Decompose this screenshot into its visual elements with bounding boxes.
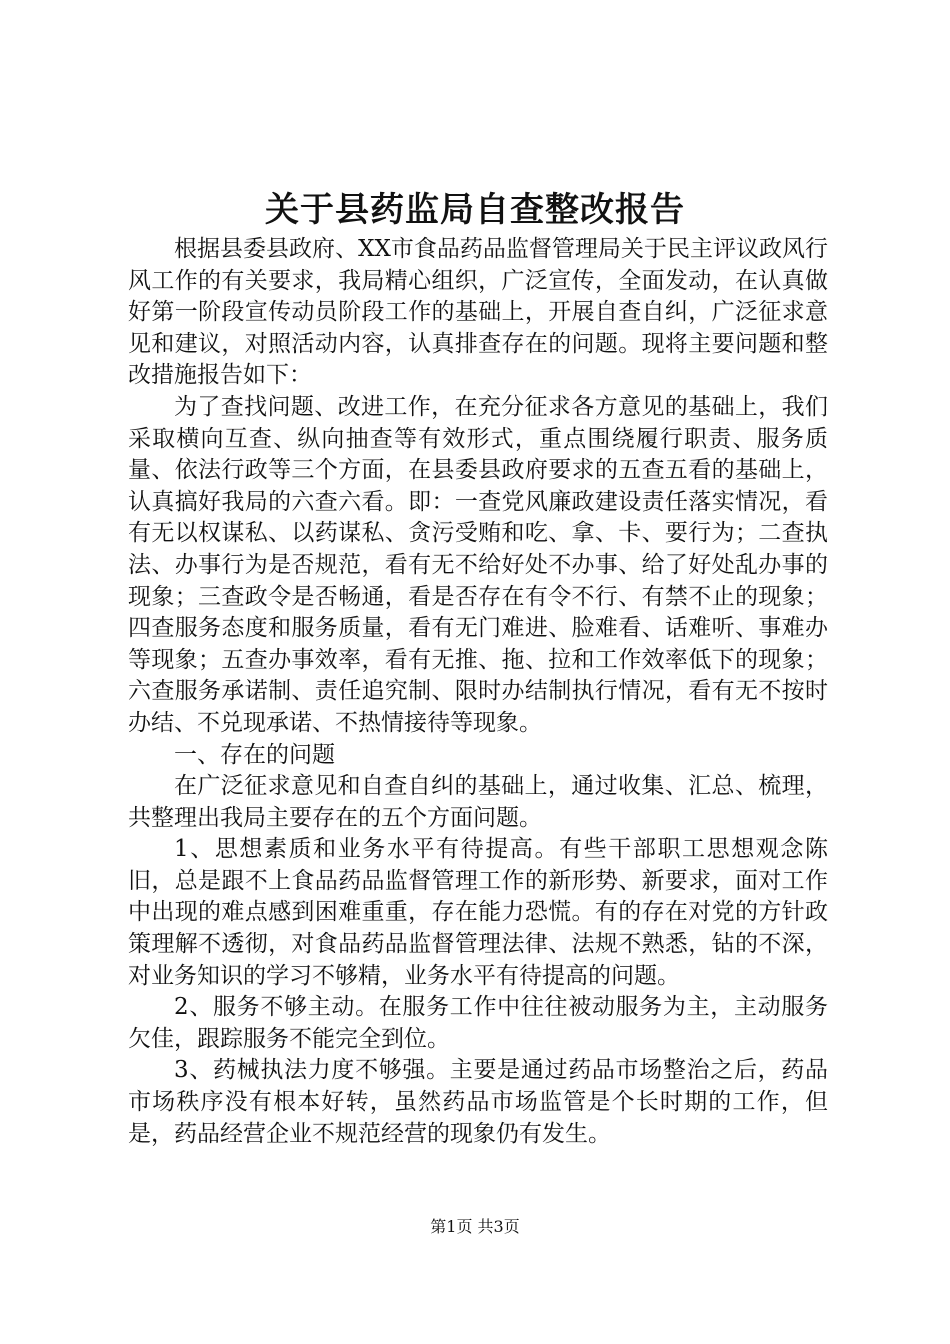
paragraph-summary: 在广泛征求意见和自查自纠的基础上，通过收集、汇总、梳理，共整理出我局主要存在的五个方面问题。 <box>128 773 828 831</box>
paragraph-methods: 为了查找问题、改进工作，在充分征求各方意见的基础上，我们采取横向互查、纵向抽查等有效形式，重点围绕履行职责、服务质量、依法行政等三个方面，在县委县政府要求的五查五看的基础上，认真搞好我局的六查六看。即：一查党风廉政建设责任落实情况，看有无以权谋私、以药谋私、贪污受贿和吃、拿、卡、要行为；二查执法、办事行为是否规范，看有无不给好处不办事、给了好处乱办事的现象；三查政令是否畅通，看是否存在有令不行、有禁不止的现象；四查服务态度和服务质量，看有无门难进、脸难看、话难听、事难办等现象；五查办事效率，看有无推、拖、拉和工作效率低下的现象；六查服务承诺制、责任追究制、限时办结制执行情况，看有无不按时办结、不兑现承诺、不热情接待等现象。 <box>128 393 828 736</box>
section-heading-problems: 一、存在的问题 <box>174 741 335 768</box>
page-number: 第1页 共3页 <box>430 1217 520 1236</box>
paragraph-item-3: 3、药械执法力度不够强。主要是通过药品市场整治之后，药品市场秩序没有根本好转，虽然药品市场监管是个长时期的工作，但是，药品经营企业不规范经营的现象仍有发生。 <box>128 1057 828 1147</box>
paragraph-item-1: 1、思想素质和业务水平有待提高。有些干部职工思想观念陈旧，总是跟不上食品药品监督管理工作的新形势、新要求，面对工作中出现的难点感到困难重重，存在能力恐慌。有的存在对党的方针政策理解不透彻，对食品药品监督管理法律、法规不熟悉，钻的不深，对业务知识的学习不够精，业务水平有待提高的问题。 <box>128 836 828 989</box>
paragraph-intro: 根据县委县政府、XX市食品药品监督管理局关于民主评议政风行风工作的有关要求，我局精心组织，广泛宣传，全面发动，在认真做好第一阶段宣传动员阶段工作的基础上，开展自查自纠，广泛征求意见和建议，对照活动内容，认真排查存在的问题。现将主要问题和整改措施报告如下： <box>128 236 828 389</box>
document-body <box>128 234 828 1150</box>
document-title: 关于县药监局自查整改报告 <box>265 190 685 230</box>
paragraph-item-2: 2、服务不够主动。在服务工作中往往被动服务为主，主动服务欠佳，跟踪服务不能完全到位。 <box>128 994 828 1052</box>
